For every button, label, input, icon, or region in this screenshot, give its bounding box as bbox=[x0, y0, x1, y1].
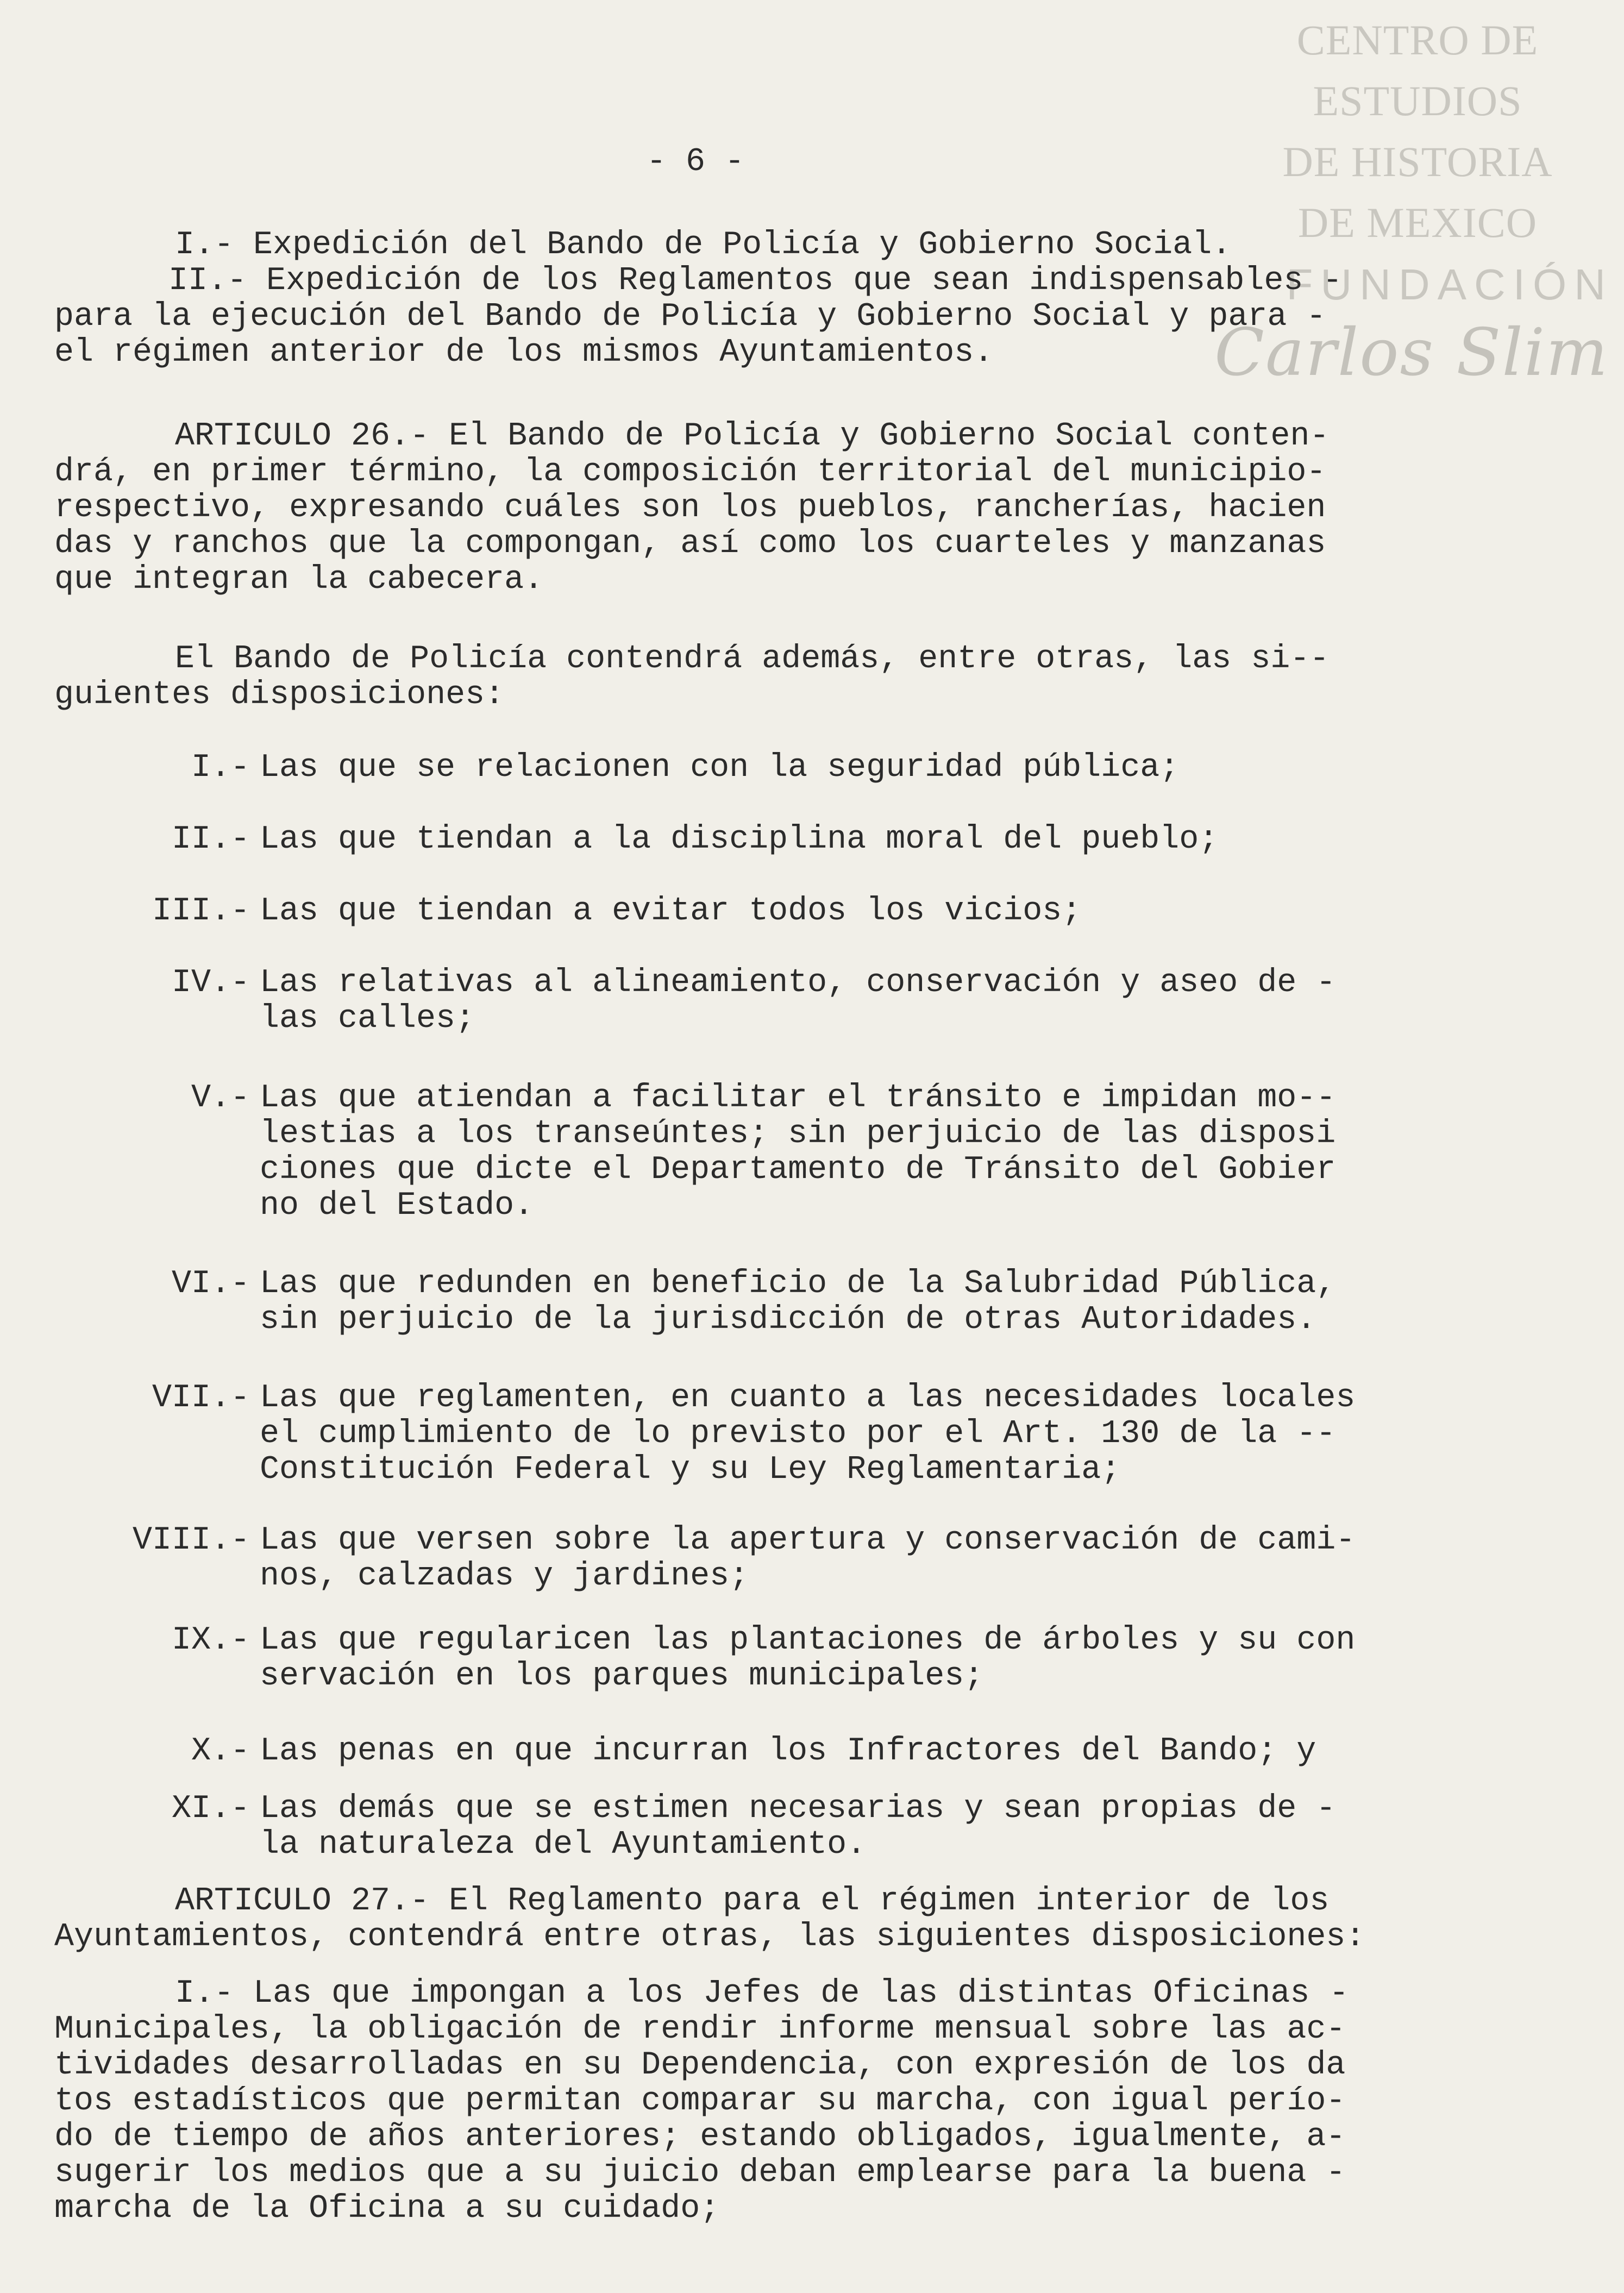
article-27-item-line: tividades desarrolladas en su Dependencia, con expresión de los da bbox=[54, 2047, 1346, 2084]
list-item-continuation: ciones que dicte el Departamento de Tránsito del Gobier bbox=[260, 1151, 1336, 1188]
list-item: Las que tiendan a evitar todos los vicios; bbox=[260, 893, 1082, 930]
page-number: - 6 - bbox=[647, 143, 745, 180]
intro-item-2-line: para la ejecución del Bando de Policía y Gobierno Social y para - bbox=[54, 298, 1326, 335]
item-number: II.- bbox=[171, 821, 250, 858]
list-item: Las penas en que incurran los Infractores del Bando; y bbox=[260, 1733, 1316, 1770]
item-number: XI.- bbox=[171, 1790, 250, 1827]
watermark-fundacion: FUNDACIÓN bbox=[1286, 260, 1613, 309]
list-item: Las demás que se estimen necesarias y sean propias de - bbox=[260, 1790, 1336, 1827]
article-27-item-line: marcha de la Oficina a su cuidado; bbox=[54, 2190, 720, 2227]
list-item: Las que redunden en beneficio de la Salubridad Pública, bbox=[260, 1265, 1336, 1302]
article-27-item-line: tos estadísticos que permitan comparar su marcha, con igual perío- bbox=[54, 2083, 1346, 2120]
item-number: IV.- bbox=[171, 964, 250, 1001]
list-item: Las que reglamenten, en cuanto a las necesidades locales bbox=[260, 1380, 1356, 1417]
article-27-item-line: do de tiempo de años anteriores; estando obligados, igualmente, a- bbox=[54, 2119, 1346, 2156]
article-27-item-line: Municipales, la obligación de rendir informe mensual sobre las ac- bbox=[54, 2011, 1346, 2048]
article-26-line: que integran la cabecera. bbox=[54, 561, 544, 598]
watermark-line: DE MEXICO bbox=[1297, 199, 1538, 246]
item-number: V.- bbox=[191, 1080, 250, 1117]
item-number: VI.- bbox=[171, 1265, 250, 1302]
list-item-continuation: Constitución Federal y su Ley Reglamentaria; bbox=[260, 1451, 1121, 1488]
watermark-signature: Carlos Slim bbox=[1214, 315, 1609, 391]
list-item: Las que regularicen las plantaciones de árboles y su con bbox=[260, 1622, 1356, 1659]
list-item-continuation: el cumplimiento de lo previsto por el Art. 130 de la -- bbox=[260, 1415, 1336, 1452]
article-26-line: respectivo, expresando cuáles son los pueblos, rancherías, hacien bbox=[54, 490, 1326, 527]
item-number: VII.- bbox=[152, 1380, 250, 1417]
list-item: Las que versen sobre la apertura y conservación de cami- bbox=[260, 1522, 1356, 1559]
list-item: Las que se relacionen con la seguridad pública; bbox=[260, 749, 1180, 786]
list-item: Las relativas al alineamiento, conservación y aseo de - bbox=[260, 964, 1336, 1001]
intro-item-2-line: II.- Expedición de los Reglamentos que sean indispensables - bbox=[168, 262, 1343, 299]
archive-watermark bbox=[1249, 10, 1586, 253]
list-item-continuation: no del Estado. bbox=[260, 1187, 534, 1224]
article-27-item-line: sugerir los medios que a su juicio deban emplearse para la buena - bbox=[54, 2154, 1346, 2191]
article-26-line: das y ranchos que la compongan, así como los cuarteles y manzanas bbox=[54, 525, 1326, 562]
watermark-line: ESTUDIOS bbox=[1313, 77, 1522, 124]
list-item-continuation: las calles; bbox=[260, 1000, 475, 1037]
article-27-line: Ayuntamientos, contendrá entre otras, las siguientes disposiciones: bbox=[54, 1919, 1365, 1956]
intro-item-1: I.- Expedición del Bando de Policía y Gobierno Social. bbox=[175, 227, 1232, 264]
item-number: IX.- bbox=[171, 1622, 250, 1659]
item-number: I.- bbox=[191, 749, 250, 786]
item-number: X.- bbox=[191, 1733, 250, 1770]
article-26-line: drá, en primer término, la composición territorial del municipio- bbox=[54, 454, 1326, 491]
article-26-line: ARTICULO 26.- El Bando de Policía y Gobierno Social conten- bbox=[175, 418, 1330, 455]
article-26-paragraph-2-line: El Bando de Policía contendrá además, entre otras, las si-- bbox=[175, 641, 1330, 678]
list-item: Las que atiendan a facilitar el tránsito e impidan mo-- bbox=[260, 1080, 1336, 1117]
article-27-line: ARTICULO 27.- El Reglamento para el régimen interior de los bbox=[175, 1883, 1330, 1920]
item-number: VIII.- bbox=[132, 1522, 250, 1559]
item-number: III.- bbox=[152, 893, 250, 930]
watermark-line: DE HISTORIA bbox=[1282, 138, 1553, 185]
watermark-line: CENTRO DE bbox=[1296, 16, 1539, 64]
list-item-continuation: servación en los parques municipales; bbox=[260, 1658, 984, 1695]
intro-item-2-line: el régimen anterior de los mismos Ayuntamientos. bbox=[54, 334, 994, 371]
list-item: Las que tiendan a la disciplina moral del pueblo; bbox=[260, 821, 1219, 858]
list-item-continuation: nos, calzadas y jardines; bbox=[260, 1558, 749, 1595]
list-item-continuation: sin perjuicio de la jurisdicción de otras Autoridades. bbox=[260, 1301, 1316, 1338]
list-item-continuation: la naturaleza del Ayuntamiento. bbox=[260, 1826, 867, 1863]
article-27-item-line: I.- Las que impongan a los Jefes de las distintas Oficinas - bbox=[175, 1975, 1349, 2012]
list-item-continuation: lestias a los transeúntes; sin perjuicio de las disposi bbox=[260, 1116, 1336, 1152]
article-26-paragraph-2-line: guientes disposiciones: bbox=[54, 676, 505, 713]
